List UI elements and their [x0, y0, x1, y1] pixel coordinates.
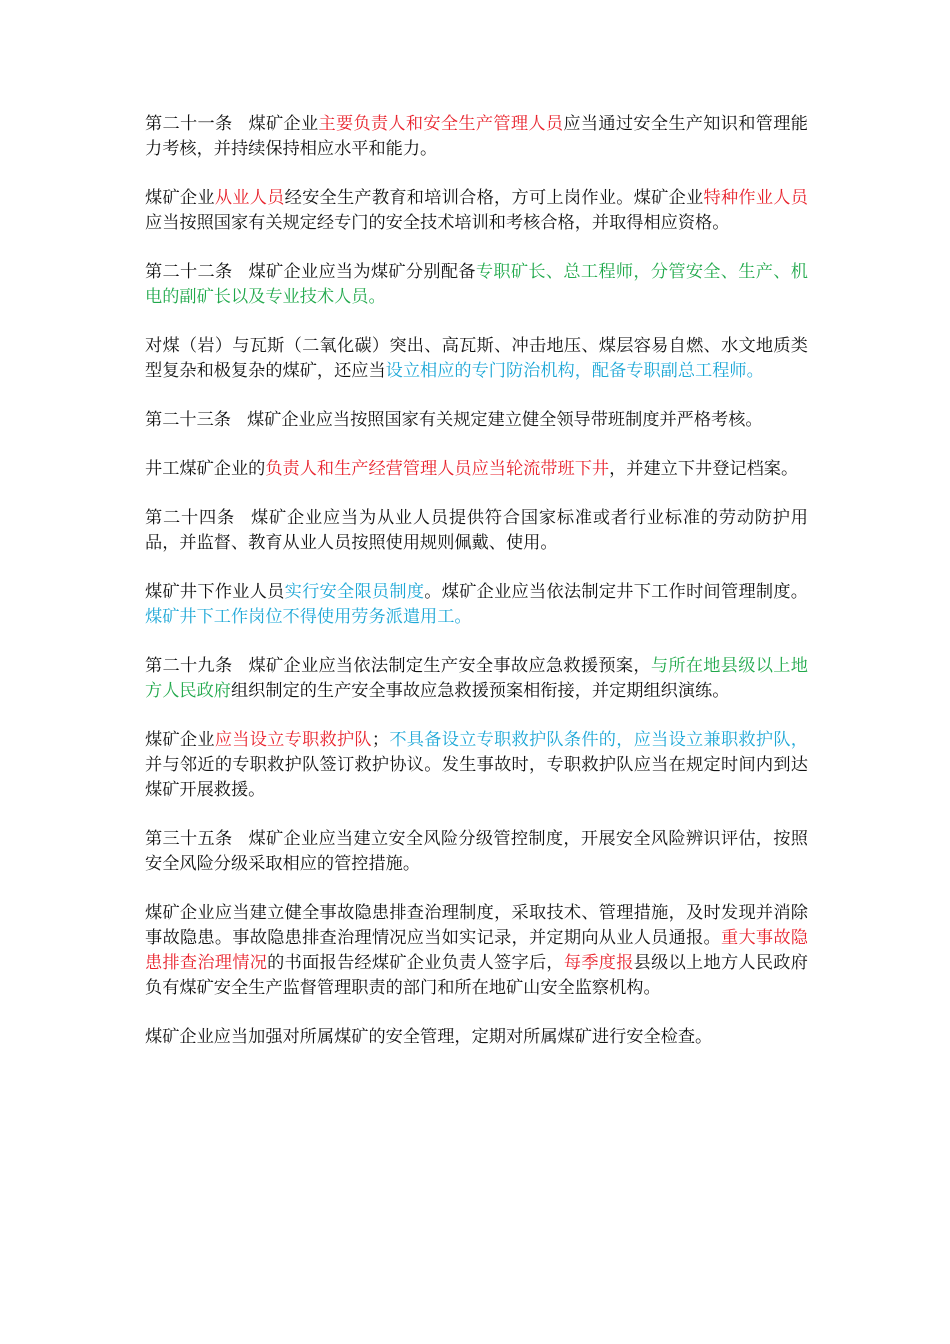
paragraph	[145, 728, 808, 803]
article-number: 第三十五条	[145, 829, 233, 849]
text-segment: 煤矿企业	[145, 188, 215, 208]
paragraph	[145, 901, 808, 1001]
text-segment: 煤矿企业应当为煤矿分别配备	[248, 262, 476, 282]
highlighted-text: 特种作业人员	[703, 188, 808, 208]
article-number: 第二十三条	[145, 410, 231, 430]
text-segment: 并与邻近的专职救护队签订救护协议。发生事故时，专职救护队应当在规定时间内到达煤矿开展救援。	[145, 755, 808, 800]
highlighted-text: 每季度报	[563, 953, 634, 973]
text-segment: 对煤（岩）与瓦斯（二氧化碳）突出、高瓦斯、冲击地压、煤层容易自燃、水文地质类型复杂和极复杂的煤矿，还应当	[145, 336, 808, 381]
text-segment: ，并建立下井登记档案。	[609, 459, 799, 479]
highlighted-text: 与所在地县级以上地方人民政府	[145, 656, 808, 701]
text-segment: 煤矿企业	[145, 730, 215, 750]
paragraph	[145, 112, 808, 162]
text-segment: 县级以上地方人民政府负有煤矿安全生产监督管理职责的部门和所在地矿山安全监察机构。	[145, 953, 808, 998]
highlighted-text: 负责人和生产经营管理人员应当轮流带班下井	[265, 459, 610, 479]
paragraph	[145, 260, 808, 310]
text-segment: 煤矿井下作业人员	[145, 582, 285, 602]
text-segment: 组织制定的生产安全事故应急救援预案相衔接，并定期组织演练。	[230, 681, 730, 701]
highlighted-text: 主要负责人和安全生产管理人员	[318, 114, 564, 134]
paragraph	[145, 827, 808, 877]
text-segment: 经安全生产教育和培训合格，方可上岗作业。煤矿企业	[284, 188, 704, 208]
text-segment: 应当通过安全生产知识和管理能力考核，并持续保持相应水平和能力。	[145, 114, 808, 159]
text-segment: 煤矿企业应当建立健全事故隐患排查治理制度，采取技术、管理措施，及时发现并消除事故隐患。事故隐患排查治理情况应当如实记录，并定期向从业人员通报。	[145, 903, 808, 948]
highlighted-text: 煤矿井下工作岗位不得使用劳务派遣用工。	[145, 607, 472, 627]
highlighted-text: 实行安全限员制度	[284, 582, 425, 602]
paragraph	[145, 408, 808, 433]
document-body	[145, 112, 808, 1050]
highlighted-text: 不具备设立专职救护队条件的，应当设立兼职救护队，	[389, 730, 808, 750]
paragraph	[145, 186, 808, 236]
text-segment: 煤矿企业应当为从业人员提供符合国家标准或者行业标准的劳动防护用品，并监督、教育从业人员按照使用规则佩戴、使用。	[145, 508, 808, 553]
text-segment: 煤矿企业应当按照国家有关规定建立健全领导带班制度并严格考核。	[246, 410, 763, 430]
paragraph	[145, 580, 808, 630]
highlighted-text: 从业人员	[214, 188, 285, 208]
article-number: 第二十九条	[145, 656, 233, 676]
text-segment: 井工煤矿企业的	[145, 459, 266, 479]
highlighted-text: 设立相应的专门防治机构，配备专职副总工程师。	[385, 361, 764, 381]
paragraph	[145, 654, 808, 704]
text-segment: 煤矿企业应当建立安全风险分级管控制度，开展安全风险辨识评估，按照安全风险分级采取相应的管控措施。	[145, 829, 808, 874]
article-number: 第二十二条	[145, 262, 233, 282]
article-number: 第二十一条	[145, 114, 233, 134]
text-segment: 应当按照国家有关规定经专门的安全技术培训和考核合格，并取得相应资格。	[145, 213, 730, 233]
highlighted-text: 重大事故隐患排查治理情况	[145, 928, 808, 973]
highlighted-text: 应当设立专职救护队	[214, 730, 372, 750]
paragraph	[145, 506, 808, 556]
text-segment: 煤矿企业	[248, 114, 319, 134]
text-segment: 。煤矿企业应当依法制定井下工作时间管理制度。	[424, 582, 808, 602]
highlighted-text: 专职矿长、总工程师，分管安全、生产、机电的副矿长以及专业技术人员。	[145, 262, 808, 307]
text-segment: 煤矿企业应当依法制定生产安全事故应急救援预案，	[248, 656, 651, 676]
text-segment: ；	[371, 730, 390, 750]
paragraph	[145, 457, 808, 482]
text-segment: 煤矿企业应当加强对所属煤矿的安全管理，定期对所属煤矿进行安全检查。	[145, 1027, 713, 1047]
paragraph	[145, 1025, 808, 1050]
paragraph	[145, 334, 808, 384]
article-number: 第二十四条	[145, 508, 235, 528]
text-segment: 的书面报告经煤矿企业负责人签字后，	[267, 953, 564, 973]
